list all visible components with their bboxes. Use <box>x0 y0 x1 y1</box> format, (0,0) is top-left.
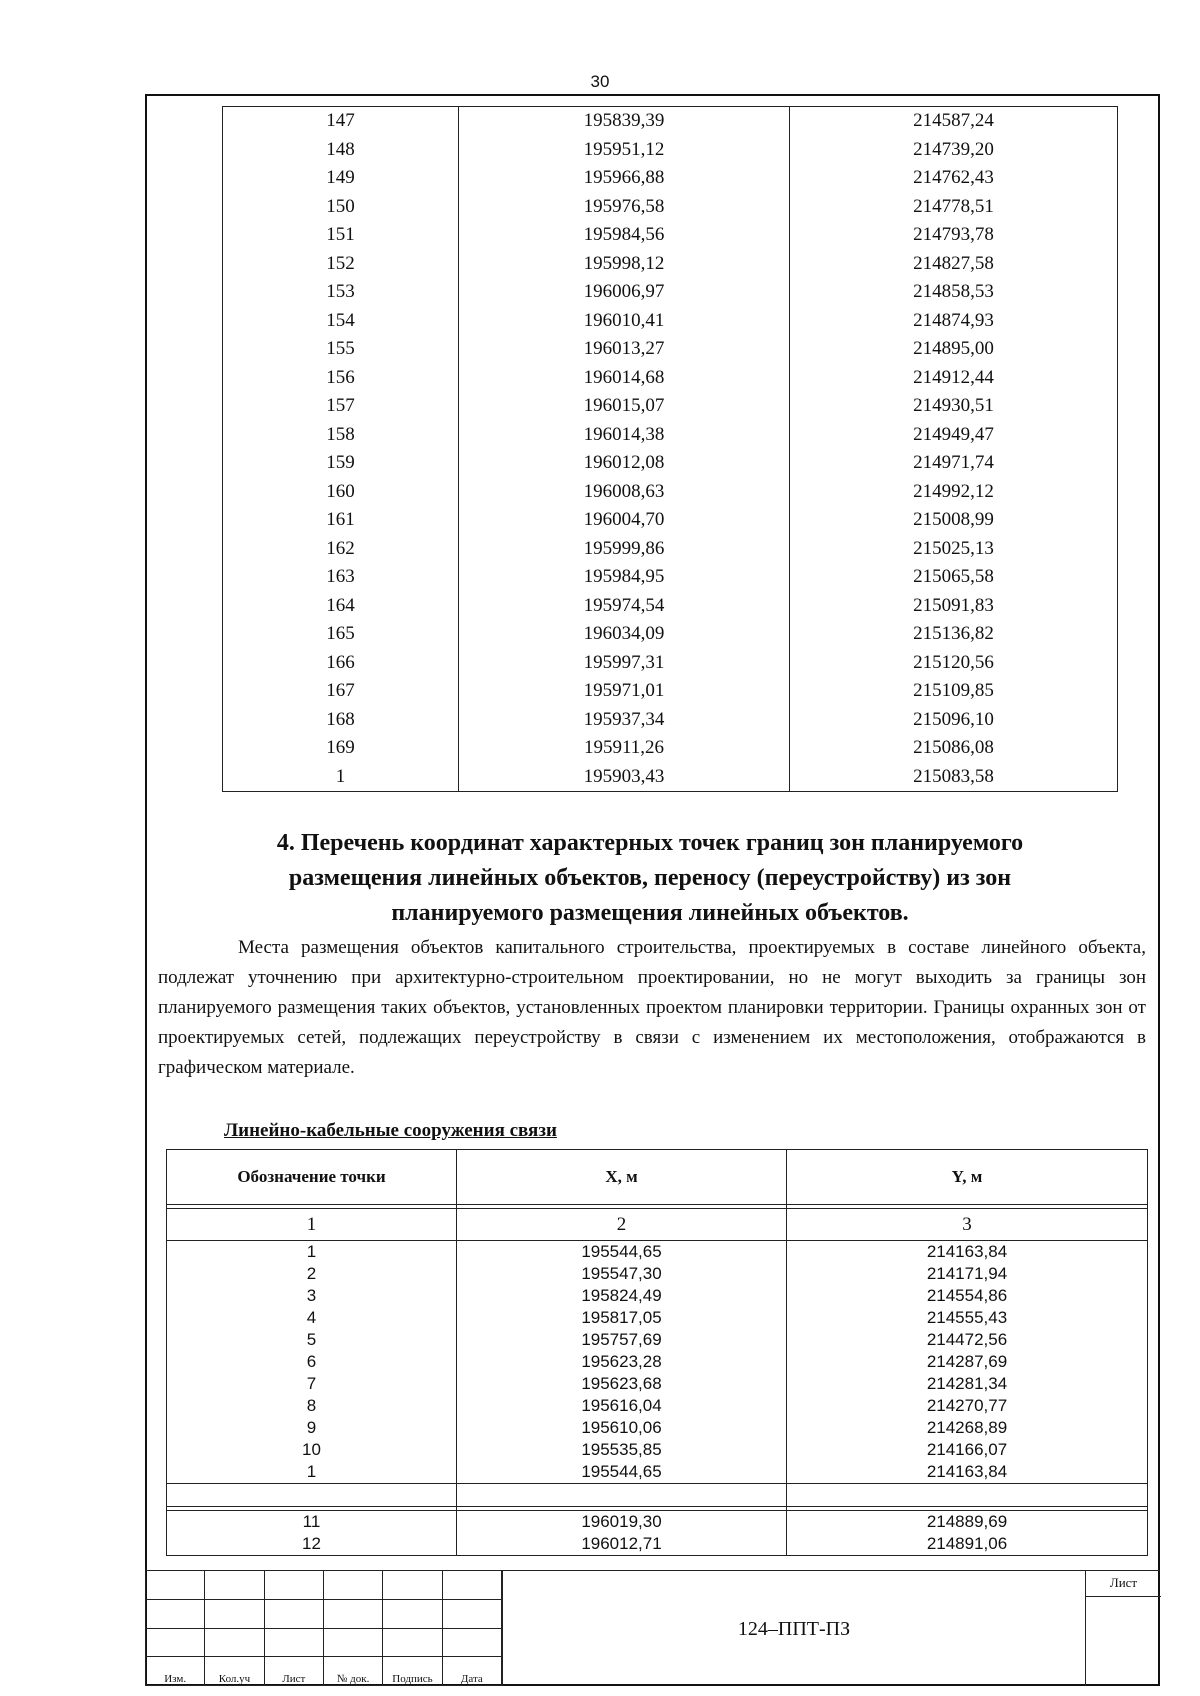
table-row <box>223 421 1118 450</box>
point-cell: 153 <box>223 278 459 307</box>
point-cell: 155 <box>223 335 459 364</box>
y-cell: 214889,69 <box>787 1511 1148 1534</box>
stamp-label-kol: Кол.уч <box>205 1657 264 1686</box>
x-cell: 196004,70 <box>459 506 790 535</box>
x-cell: 195984,95 <box>459 563 790 592</box>
table-row <box>167 1329 1148 1351</box>
table-row <box>167 1351 1148 1373</box>
point-cell: 150 <box>223 193 459 222</box>
point-cell: 10 <box>167 1439 457 1461</box>
point-cell: 12 <box>167 1533 457 1556</box>
section-heading <box>160 826 1140 931</box>
table-title: Линейно-кабельные сооружения связи <box>224 1120 557 1141</box>
y-cell: 214587,24 <box>790 107 1118 136</box>
table-row <box>223 677 1118 706</box>
table-row <box>223 706 1118 735</box>
table-row <box>223 250 1118 279</box>
y-cell: 215086,08 <box>790 734 1118 763</box>
x-cell: 195984,56 <box>459 221 790 250</box>
x-cell: 195999,86 <box>459 535 790 564</box>
table-row <box>223 592 1118 621</box>
x-cell: 195817,05 <box>457 1307 787 1329</box>
y-cell: 215091,83 <box>790 592 1118 621</box>
table-row <box>223 478 1118 507</box>
revision-grid <box>145 1570 502 1686</box>
title-block <box>145 1570 1160 1686</box>
table-row <box>167 1511 1148 1534</box>
y-cell: 214895,00 <box>790 335 1118 364</box>
table-row <box>167 1461 1148 1484</box>
stamp-label-sign: Подпись <box>383 1657 442 1686</box>
point-cell: 4 <box>167 1307 457 1329</box>
y-cell: 214163,84 <box>787 1461 1148 1484</box>
table-row <box>223 335 1118 364</box>
heading-line-3: планируемого размещения линейных объектов. <box>391 900 909 926</box>
point-cell: 164 <box>223 592 459 621</box>
x-cell: 196008,63 <box>459 478 790 507</box>
table-row <box>223 164 1118 193</box>
point-cell: 7 <box>167 1373 457 1395</box>
header-point: Обозначение точки <box>167 1150 457 1205</box>
x-cell: 196014,38 <box>459 421 790 450</box>
x-cell: 195547,30 <box>457 1263 787 1285</box>
y-cell: 214891,06 <box>787 1533 1148 1556</box>
table-row <box>223 136 1118 165</box>
y-cell: 214281,34 <box>787 1373 1148 1395</box>
x-cell: 196012,08 <box>459 449 790 478</box>
top-coordinates-table <box>222 106 1118 792</box>
y-cell: 215083,58 <box>790 763 1118 792</box>
point-cell: 161 <box>223 506 459 535</box>
point-cell: 156 <box>223 364 459 393</box>
y-cell: 215120,56 <box>790 649 1118 678</box>
table-row <box>167 1373 1148 1395</box>
point-cell: 167 <box>223 677 459 706</box>
y-cell: 215096,10 <box>790 706 1118 735</box>
y-cell: 215025,13 <box>790 535 1118 564</box>
y-cell: 214827,58 <box>790 250 1118 279</box>
table-row <box>167 1533 1148 1556</box>
heading-line-1: 4. Перечень координат характерных точек границ зон планируемого <box>276 830 1024 856</box>
table-row <box>223 278 1118 307</box>
x-cell: 195966,88 <box>459 164 790 193</box>
x-cell: 195535,85 <box>457 1439 787 1461</box>
table-row <box>167 1307 1148 1329</box>
x-cell: 196014,68 <box>459 364 790 393</box>
table-row <box>223 734 1118 763</box>
table-row <box>167 1439 1148 1461</box>
x-cell: 195951,12 <box>459 136 790 165</box>
x-cell: 196012,71 <box>457 1533 787 1556</box>
point-cell: 168 <box>223 706 459 735</box>
point-cell: 3 <box>167 1285 457 1307</box>
x-cell: 196010,41 <box>459 307 790 336</box>
point-cell: 1 <box>167 1461 457 1484</box>
stamp-label-list: Лист <box>264 1657 323 1686</box>
y-cell: 215136,82 <box>790 620 1118 649</box>
table-row <box>167 1395 1148 1417</box>
x-cell: 196019,30 <box>457 1511 787 1534</box>
x-cell: 195997,31 <box>459 649 790 678</box>
y-cell: 214171,94 <box>787 1263 1148 1285</box>
y-cell: 214912,44 <box>790 364 1118 393</box>
table-row <box>167 1285 1148 1307</box>
x-cell: 195824,49 <box>457 1285 787 1307</box>
y-cell: 214287,69 <box>787 1351 1148 1373</box>
column-index-1: 1 <box>167 1209 457 1241</box>
table-row <box>223 563 1118 592</box>
point-cell: 2 <box>167 1263 457 1285</box>
y-cell: 214949,47 <box>790 421 1118 450</box>
point-cell: 6 <box>167 1351 457 1373</box>
point-cell: 1 <box>167 1241 457 1264</box>
stamp-label-date: Дата <box>442 1657 501 1686</box>
x-cell: 195544,65 <box>457 1241 787 1264</box>
cable-coordinates-table <box>166 1149 1148 1556</box>
point-cell: 166 <box>223 649 459 678</box>
group-separator <box>167 1484 1148 1507</box>
column-index-3: 3 <box>787 1209 1148 1241</box>
y-cell: 214971,74 <box>790 449 1118 478</box>
y-cell: 214739,20 <box>790 136 1118 165</box>
table-row <box>223 221 1118 250</box>
table-row <box>167 1241 1148 1264</box>
table-row <box>223 763 1118 792</box>
x-cell: 195839,39 <box>459 107 790 136</box>
table-row <box>223 449 1118 478</box>
x-cell: 196034,09 <box>459 620 790 649</box>
point-cell: 165 <box>223 620 459 649</box>
point-cell: 159 <box>223 449 459 478</box>
table-row <box>167 1263 1148 1285</box>
y-cell: 214992,12 <box>790 478 1118 507</box>
y-cell: 214163,84 <box>787 1241 1148 1264</box>
x-cell: 195610,06 <box>457 1417 787 1439</box>
point-cell: 8 <box>167 1395 457 1417</box>
table-row <box>223 193 1118 222</box>
point-cell: 157 <box>223 392 459 421</box>
y-cell: 214555,43 <box>787 1307 1148 1329</box>
table-row <box>223 649 1118 678</box>
table-row <box>223 307 1118 336</box>
x-cell: 195903,43 <box>459 763 790 792</box>
x-cell: 195911,26 <box>459 734 790 763</box>
x-cell: 196015,07 <box>459 392 790 421</box>
y-cell: 214554,86 <box>787 1285 1148 1307</box>
y-cell: 215109,85 <box>790 677 1118 706</box>
y-cell: 214762,43 <box>790 164 1118 193</box>
sheet-label: Лист <box>1086 1570 1161 1597</box>
point-cell: 5 <box>167 1329 457 1351</box>
y-cell: 214268,89 <box>787 1417 1148 1439</box>
sheet-box <box>1085 1570 1161 1686</box>
point-cell: 158 <box>223 421 459 450</box>
x-cell: 195623,28 <box>457 1351 787 1373</box>
x-cell: 195976,58 <box>459 193 790 222</box>
point-cell: 1 <box>223 763 459 792</box>
header-x: X, м <box>457 1150 787 1205</box>
point-cell: 9 <box>167 1417 457 1439</box>
heading-line-2: размещения линейных объектов, переносу (переустройству) из зон <box>288 865 1012 891</box>
y-cell: 215008,99 <box>790 506 1118 535</box>
column-index-2: 2 <box>457 1209 787 1241</box>
y-cell: 214778,51 <box>790 193 1118 222</box>
point-cell: 11 <box>167 1511 457 1534</box>
point-cell: 151 <box>223 221 459 250</box>
point-cell: 152 <box>223 250 459 279</box>
y-cell: 214270,77 <box>787 1395 1148 1417</box>
y-cell: 214858,53 <box>790 278 1118 307</box>
y-cell: 214930,51 <box>790 392 1118 421</box>
x-cell: 195623,68 <box>457 1373 787 1395</box>
stamp-label-izm: Изм. <box>146 1657 205 1686</box>
x-cell: 195757,69 <box>457 1329 787 1351</box>
point-cell: 149 <box>223 164 459 193</box>
point-cell: 154 <box>223 307 459 336</box>
point-cell: 148 <box>223 136 459 165</box>
y-cell: 215065,58 <box>790 563 1118 592</box>
x-cell: 195937,34 <box>459 706 790 735</box>
table-row <box>167 1417 1148 1439</box>
title-block-separator <box>502 1570 503 1686</box>
y-cell: 214793,78 <box>790 221 1118 250</box>
x-cell: 195616,04 <box>457 1395 787 1417</box>
point-cell: 147 <box>223 107 459 136</box>
stamp-label-doc: № док. <box>323 1657 382 1686</box>
x-cell: 195971,01 <box>459 677 790 706</box>
y-cell: 214472,56 <box>787 1329 1148 1351</box>
table-row <box>223 620 1118 649</box>
y-cell: 214874,93 <box>790 307 1118 336</box>
y-cell: 214166,07 <box>787 1439 1148 1461</box>
body-paragraph: Места размещения объектов капитального строительства, проектируемых в составе линейного объекта, подлежат уточнению при архитектурно-строительном проектировании, но не могут выходить за границы зон планируемого размещения таких объектов, установленных проектом планировки территории. Границы охранных зон от проектируемых сетей, подлежащих переустройству в связи с изменением их местоположения, отображаются в графическом материале. <box>158 937 1146 1078</box>
x-cell: 195974,54 <box>459 592 790 621</box>
point-cell: 162 <box>223 535 459 564</box>
document-code: 124–ППТ-ПЗ <box>737 1618 851 1640</box>
table-row <box>223 535 1118 564</box>
page-number: 30 <box>590 72 610 91</box>
x-cell: 195998,12 <box>459 250 790 279</box>
table-row <box>223 392 1118 421</box>
point-cell: 163 <box>223 563 459 592</box>
table-row <box>223 364 1118 393</box>
point-cell: 160 <box>223 478 459 507</box>
x-cell: 196013,27 <box>459 335 790 364</box>
x-cell: 195544,65 <box>457 1461 787 1484</box>
x-cell: 196006,97 <box>459 278 790 307</box>
table-row <box>223 107 1118 136</box>
header-y: Y, м <box>787 1150 1148 1205</box>
table-row <box>223 506 1118 535</box>
point-cell: 169 <box>223 734 459 763</box>
